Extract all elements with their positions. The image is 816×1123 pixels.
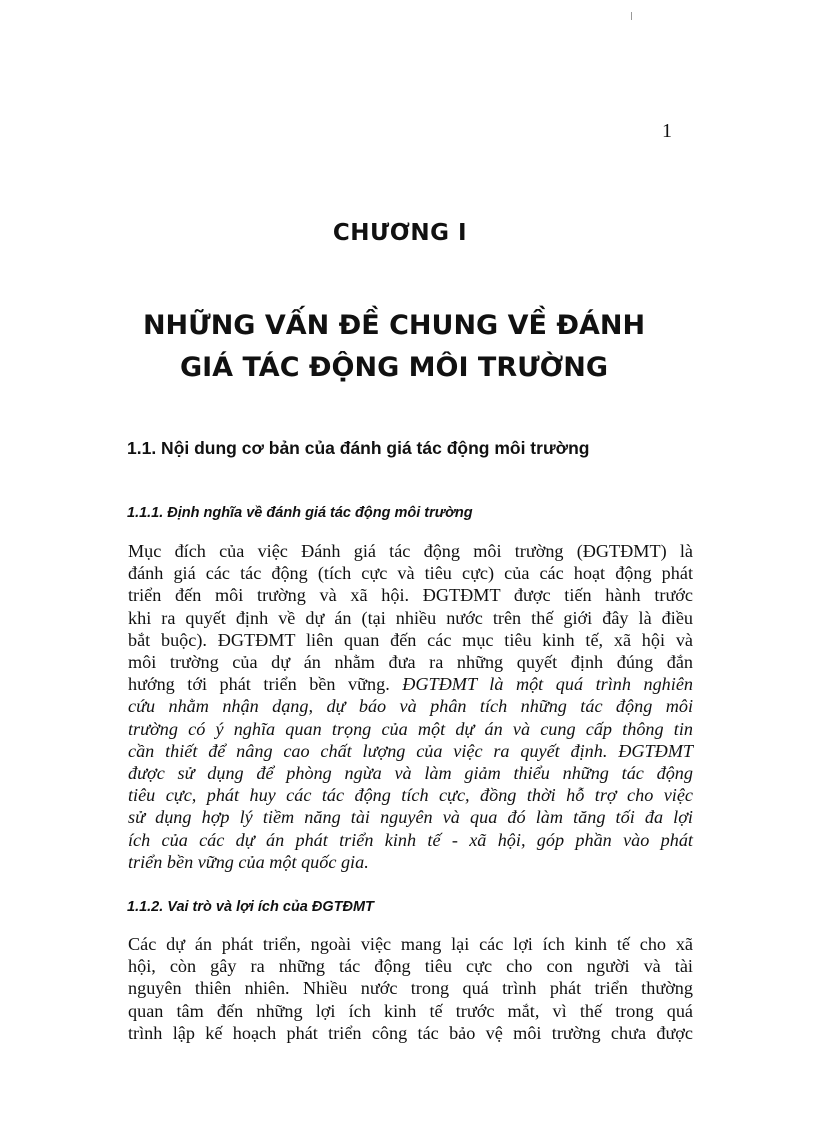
text-line-italic: cần thiết để nâng cao chất lượng của việc ra quyết định. ĐGTĐMT <box>128 740 693 761</box>
text-line-italic: tiêu cực, phát huy các tác động tích cực, đồng thời hỗ trợ cho việc <box>128 785 693 806</box>
text-line: khi ra quyết định về dự án (tại nhiều nước trên thế giới đây là điều <box>128 607 693 628</box>
paragraph-role-benefits <box>128 933 693 1044</box>
text-line: Mục đích của việc Đánh giá tác động môi trường (ĐGTĐMT) là <box>128 541 693 561</box>
subsection-heading-1-1-2: 1.1.2. Vai trò và lợi ích của ĐGTĐMT <box>127 899 374 915</box>
text-line: triển đến môi trường và xã hội. ĐGTĐMT được tiến hành trước <box>128 585 693 606</box>
text-line-mixed <box>128 673 693 695</box>
chapter-title <box>0 305 802 389</box>
text-line: trình lập kế hoạch phát triển công tác bảo vệ môi trường chưa được <box>128 1022 693 1043</box>
text-line-italic: cứu nhằm nhận dạng, dự báo và phân tích những tác động môi <box>128 696 693 717</box>
text-line-italic: triển bền vững của một quốc gia. <box>128 851 369 872</box>
scan-mark <box>631 12 632 20</box>
text-line: quan tâm đến những lợi ích kinh tế trước mắt, vì thế trong quá <box>128 1000 693 1021</box>
text-line-italic: ích của các dự án phát triển kinh tế - xã hội, góp phần vào phát <box>128 829 693 850</box>
section-heading-1-1: 1.1. Nội dung cơ bản của đánh giá tác động môi trường <box>127 438 590 458</box>
chapter-title-line: GIÁ TÁC ĐỘNG MÔI TRƯỜNG <box>179 352 609 383</box>
chapter-label: CHƯƠNG I <box>332 220 468 246</box>
text-line-italic: trường có ý nghĩa quan trọng của một dự án và cung cấp thông tin <box>128 718 693 739</box>
text-line-italic: sử dụng hợp lý tiềm năng tài nguyên và qua đó làm tăng tối đa lợi <box>128 807 693 828</box>
text-line: môi trường của dự án nhằm đưa ra những quyết định đúng đắn <box>128 652 693 673</box>
paragraph-definition <box>128 540 693 873</box>
text-span: hướng tới phát triển bền vững. <box>128 674 390 695</box>
text-line: Các dự án phát triển, ngoài việc mang lại các lợi ích kinh tế cho xã <box>128 934 693 954</box>
text-line: hội, còn gây ra những tác động tiêu cực cho con người và tài <box>128 956 693 977</box>
page-number: 1 <box>662 120 672 142</box>
text-line: nguyên thiên nhiên. Nhiều nước trong quá trình phát triển thường <box>128 978 693 999</box>
chapter-title-line: NHỮNG VẤN ĐỀ CHUNG VỀ ĐÁNH <box>142 310 646 341</box>
italic-text-span: ĐGTĐMT là một quá trình nghiên <box>389 674 693 695</box>
text-line: đánh giá các tác động (tích cực và tiêu cực) của các hoạt động phát <box>128 563 693 584</box>
text-line-italic: được sử dụng để phòng ngừa và làm giảm thiểu những tác động <box>128 763 693 784</box>
subsection-heading-1-1-1: 1.1.1. Định nghĩa về đánh giá tác động môi trường <box>127 505 473 521</box>
text-line: bắt buộc). ĐGTĐMT liên quan đến các mục tiêu kinh tế, xã hội và <box>128 629 693 650</box>
